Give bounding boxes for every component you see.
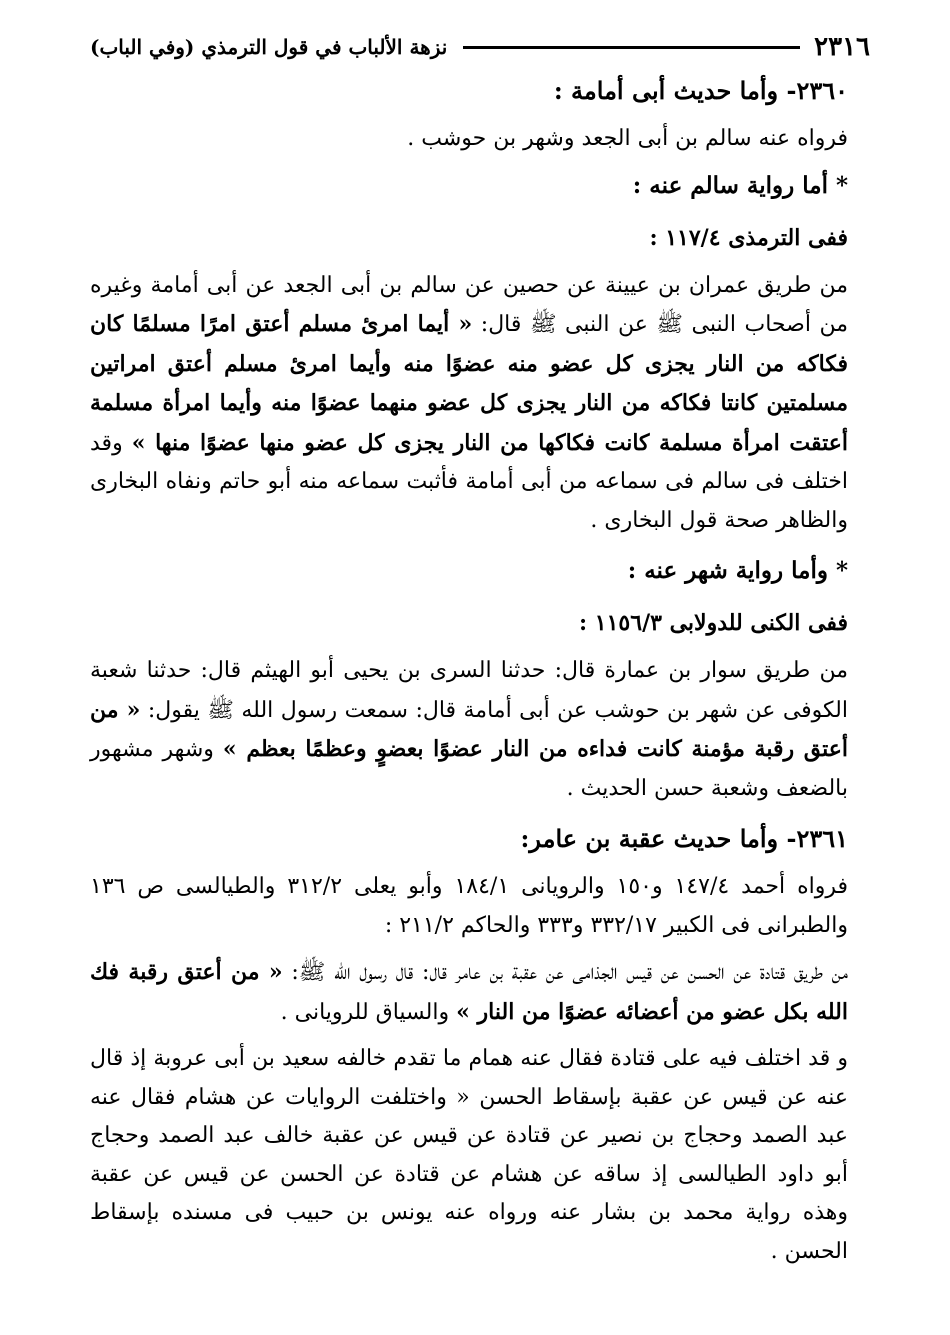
book-page — [90, 0, 870, 1279]
paragraph-hadith-shahr — [90, 652, 870, 808]
subheading-shahr: * وأما رواية شهر عنه : — [627, 557, 848, 584]
paragraph-text: والسياق للرويانى . — [280, 999, 457, 1025]
paragraph-text: من طريق سوار بن عمارة قال: حدثنا السرى بن يحيى أبو الهيثم قال: حدثنا شعبة الكوفى عن شهر بن حوشب عن أبى أمامة قال: سمعت رسول الله ﷺ يقول: — [90, 658, 849, 723]
header-rule — [463, 46, 800, 49]
source-reference: ففى الكنى للدولابى ١١٥٦/٣ : — [579, 610, 848, 636]
hadith-quote: « من أعتق رقبة فك الله بكل عضو من أعضائه عضوًا من النار » — [90, 959, 848, 1025]
paragraph-hadith-uqba — [90, 953, 870, 1032]
paragraph-text: وقد اختلف فى سالم فى سماعه من أبى أمامة فأثبت سماعه منه أبو حاتم ونفاه البخارى والظاهر صحة قول البخارى . — [90, 430, 848, 533]
hadith-quote: « أيما امرئ مسلم أعتق امرًا مسلمًا كان فكاكه من النار يجزى كل عضو منه عضوًا منه وأيما امرئ مسلم أعتق امراتين مسلمتين كانتا فكاكه من النار يجزى كل عضو منهما عضوًا منه وأيما امرأة مسلمة أعتقت امرأة مسلمة كانت فكاكها من النار يجزى كل عضو منها عضوًا منها » — [90, 311, 848, 456]
source-reference: ففى الترمذى ١١٧/٤ : — [649, 224, 848, 251]
page-header — [90, 30, 870, 64]
paragraph-text: من طريق قتادة عن الحسن عن قيس الجذامى عن عقبة بن عامر قال: قال رسول الله ﷺ: — [282, 960, 849, 985]
paragraph: و قد اختلف فيه على قتادة فقال عنه همام ما تقدم خالفه سعيد بن أبى عروبة إذ قال عنه عن قيس عن عقبة بإسقاط الحسن « واختلفت الروايات عن هشام فقال عنه عبد الصمد وحجاج بن نصير عن قتادة عن قيس عن عقبة خالف عبد الصمد وحجاج أبو داود الطيالسى إذ ساقه عن هشام عن قتادة عن الحسن عن قيس عن عقبة وهذه رواية محمد بن بشار عنه ورواه عنه يونس بن حبيب فى مسنده بإسقاط الحسن . — [90, 1046, 848, 1264]
paragraph-text: وشهر مشهور بالضعف وشعبة حسن الحديث . — [90, 737, 848, 801]
page-body — [90, 68, 870, 1271]
running-title: نزهة الألباب في قول الترمذي (وفي الباب) — [90, 35, 448, 59]
paragraph-text: من طريق عمران بن عيينة عن حصين عن سالم بن أبى الجعد عن أبى أمامة وغيره من أصحاب النبى ﷺ عن النبى ﷺ قال: — [90, 272, 848, 337]
section-heading-2360: ٢٣٦٠- وأما حديث أبى أمامة : — [553, 76, 848, 105]
paragraph-hadith-abi-umama — [90, 267, 870, 541]
subheading-salem: * أما رواية سالم عنه : — [632, 171, 848, 199]
section-heading-2361: ٢٣٦١- وأما حديث عقبة بن عامر: — [520, 824, 848, 853]
hadith-quote: « من أعتق رقبة مؤمنة كانت فداءه من النار عضوًا بعضوٍ وعظمًا بعظم » — [90, 696, 849, 762]
page-number: ٢٣١٦ — [814, 32, 870, 62]
paragraph: فرواه عنه سالم بن أبى الجعد وشهر بن حوشب . — [407, 126, 848, 151]
paragraph: فرواه أحمد ١٤٧/٤ و١٥٠ والرويانى ١٨٤/١ وأبو يعلى ٣١٢/٢ والطيالسى ص ١٣٦ والطبرانى فى الكبير ٣٣٢/١٧ و٣٣٣ والحاكم ٢١١/٢ : — [90, 874, 848, 938]
